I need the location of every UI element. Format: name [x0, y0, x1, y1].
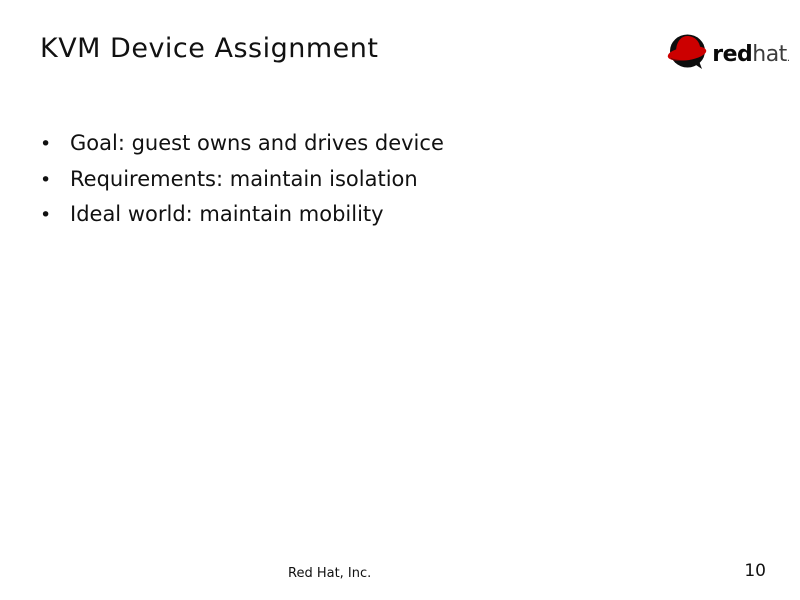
bullet-text-ideal-world: Ideal world: maintain mobility [70, 202, 384, 226]
logo-text-hat: hat [752, 42, 787, 67]
slide-title: KVM Device Assignment [40, 33, 379, 64]
bullet-item-requirements [40, 162, 444, 198]
redhat-logo [666, 31, 790, 71]
bullet-text-requirements: Requirements: maintain isolation [70, 166, 418, 191]
bullet-text-goal: Goal: guest owns and drives device [70, 131, 444, 155]
redhat-wordmark [712, 44, 790, 71]
logo-trademark-dot: . [786, 53, 790, 64]
footer-company: Red Hat, Inc. [288, 566, 372, 581]
logo-text-red: red [712, 42, 753, 67]
bullet-item-ideal-world [40, 197, 444, 233]
bullet-dot: • [40, 204, 52, 226]
bullet-dot: • [40, 168, 52, 191]
bullet-item-goal [40, 126, 444, 162]
footer-page-number: 10 [744, 561, 766, 581]
bullet-dot: • [40, 133, 52, 155]
bullet-list [40, 126, 444, 233]
redhat-fedora-icon [666, 31, 709, 71]
